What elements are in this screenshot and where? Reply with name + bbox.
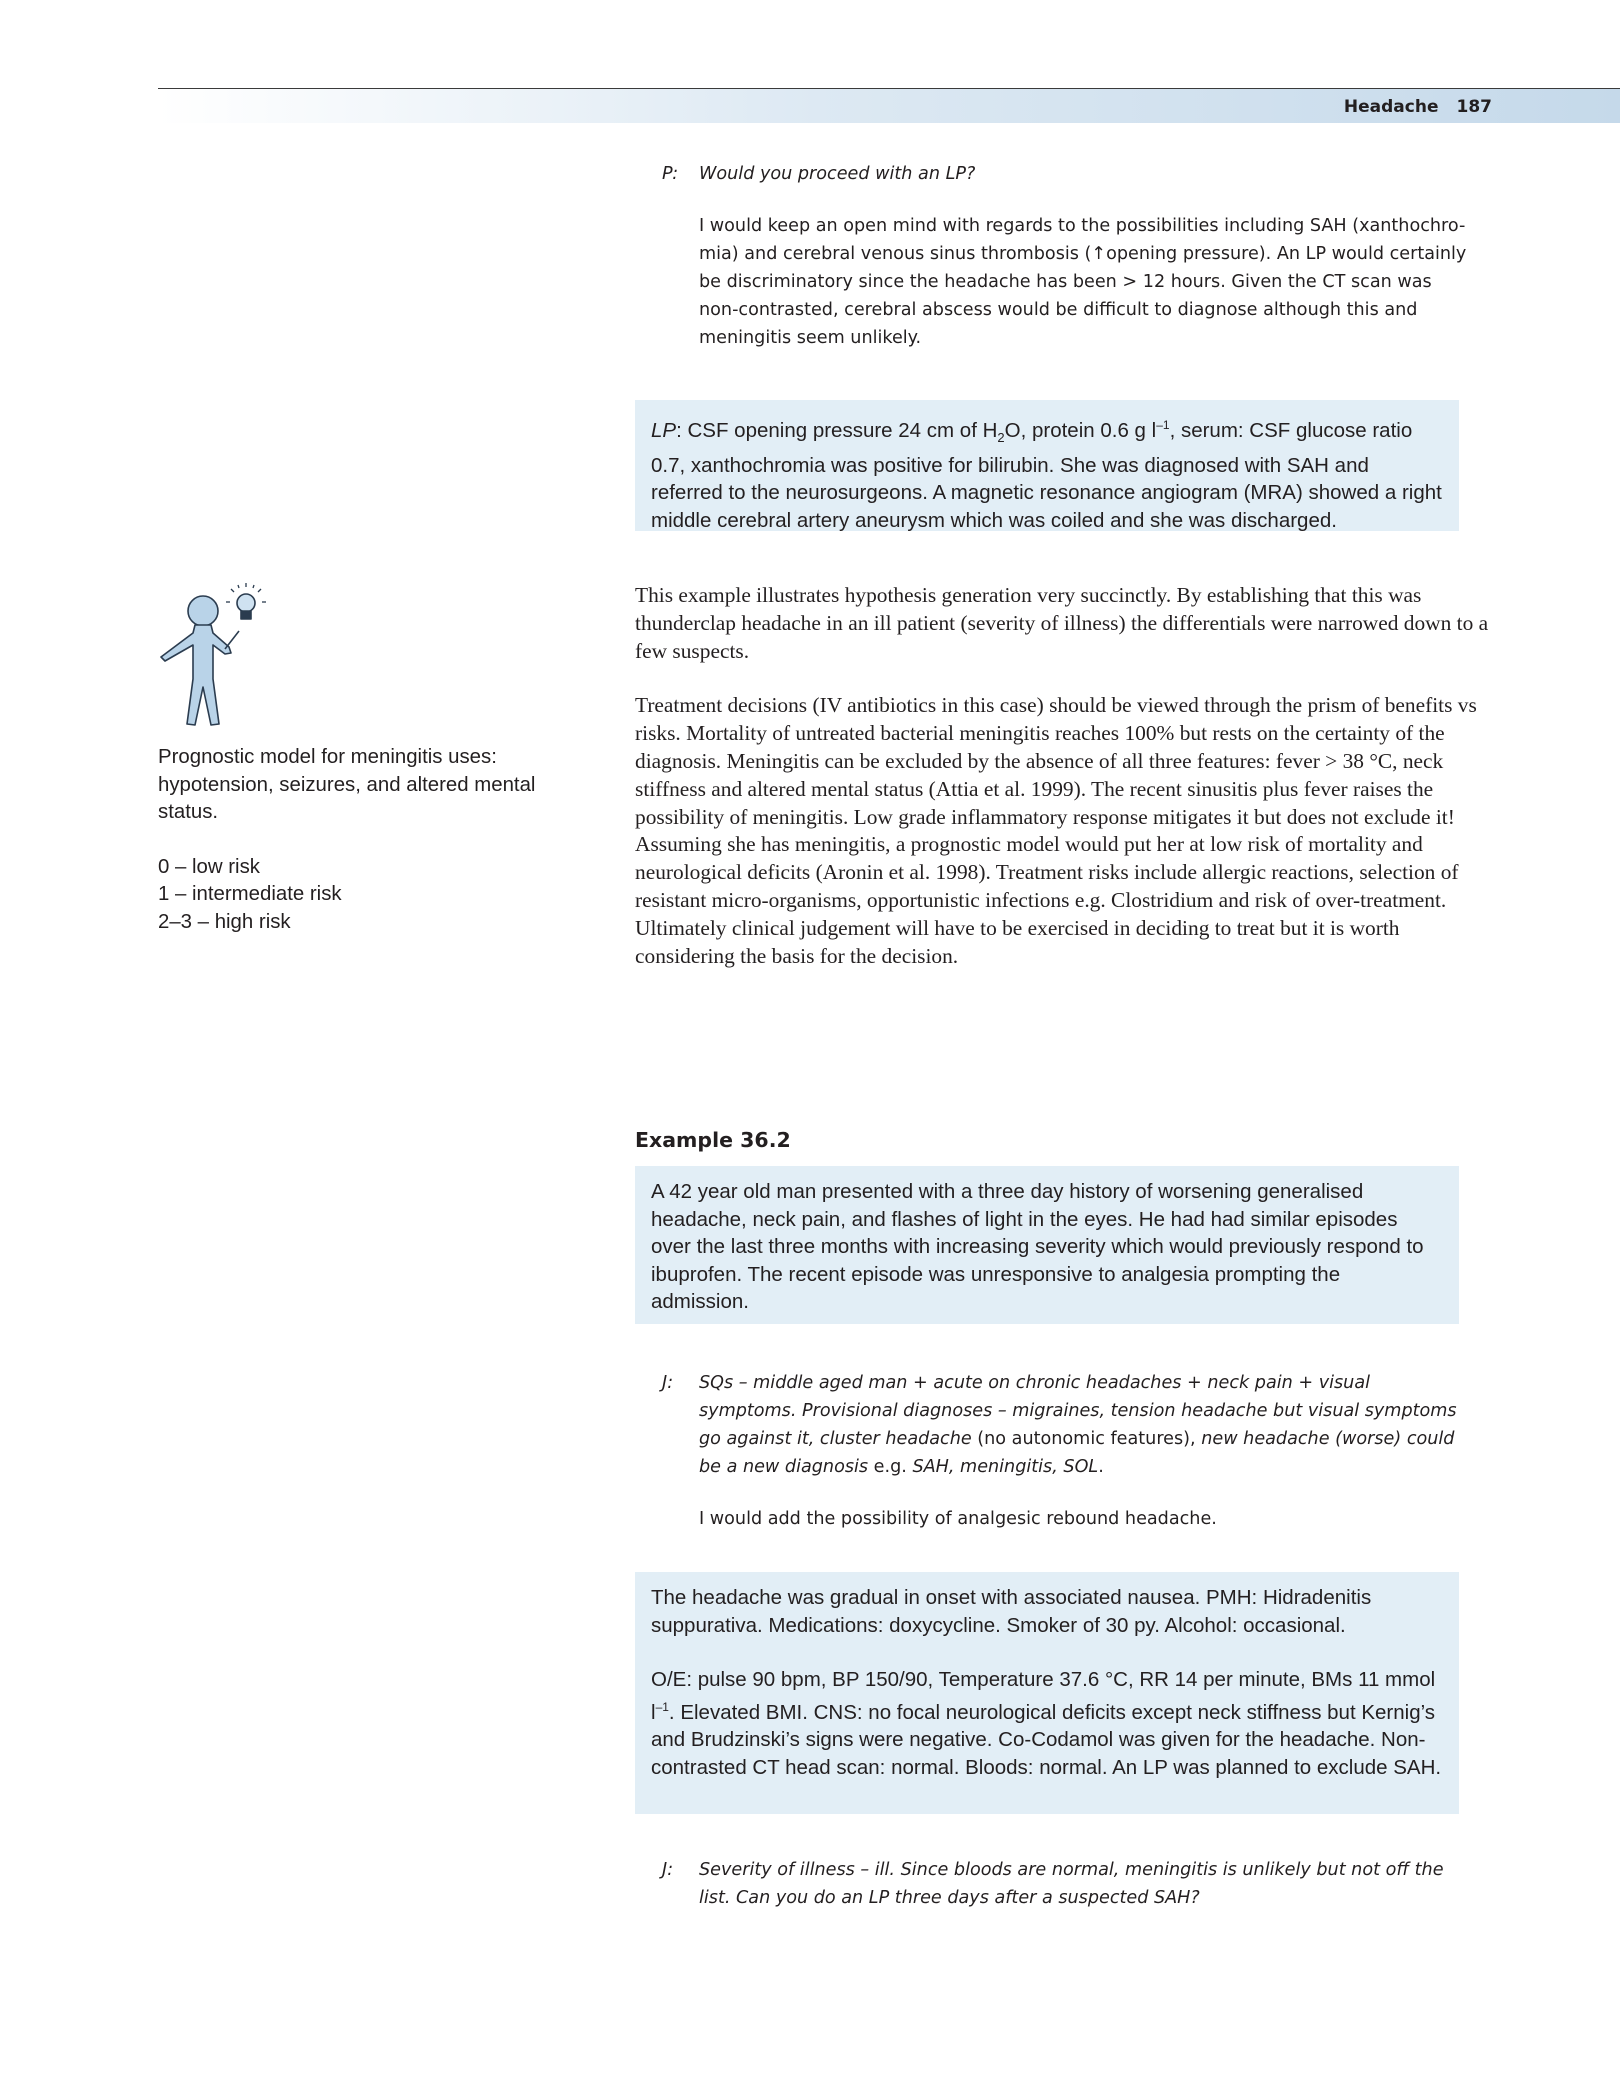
risk-scale-item: 2–3 – high risk	[158, 910, 291, 933]
dialogue-block-2	[662, 1369, 1462, 1533]
dialogue-block-1	[662, 160, 1467, 352]
exam-superscript: –1	[655, 1699, 669, 1714]
example-presentation-box	[635, 1166, 1459, 1324]
answer-text: I would add the possibility of analgesic rebound headache.	[699, 1509, 1217, 1529]
dialogue-roman: e.g.	[868, 1457, 913, 1477]
lp-results-box	[635, 400, 1459, 531]
risk-scale-item: 0 – low risk	[158, 855, 260, 878]
running-head-text	[1344, 97, 1492, 117]
running-header	[158, 88, 1620, 123]
dialogue-italic: SQs – middle aged man + acute on chronic headaches + neck pain + visual symptoms. Provisional diagnoses – migraines, tension headache but visual symptoms go against it, cluster headache	[699, 1373, 1457, 1449]
section-title: Headache	[1343, 97, 1439, 117]
history-exam-box	[635, 1572, 1459, 1814]
page-number: 187	[1456, 97, 1492, 117]
example-heading: Example 36.2	[635, 1128, 791, 1152]
dialogue-italic: new headache (worse) could be a new diagnosis	[699, 1429, 1455, 1477]
margin-note	[158, 744, 578, 937]
body-paragraph: Treatment decisions (IV antibiotics in this case) should be viewed through the prism of benefits vs risks. Mortality of untreated bacterial meningitis reaches 100% but rests on the certainty of the diagnosis. Meningitis can be excluded by the absence of all three features: fever > 38 °C, neck stiffness and altered mental status (Attia et al. 1999). The recent sinusitis plus fever raises the possibility of meningitis. Low grade inflammatory response mitigates it but does not exclude it! Assuming she has meningitis, a prognostic model would put her at low risk of mortality and neurological deficits (Aronin et al. 1998). Treatment risks include allergic reactions, selection of resistant micro-organisms, opportunistic infections e.g. Clostridium and risk of over-treatment. Ultimately clinical judgement will have to be exercised in deciding to treat but it is worth considering the basis for the decision.	[635, 693, 1477, 968]
dialogue-roman: .	[1098, 1457, 1104, 1477]
lp-text-3: , serum: CSF glucose ratio 0.7, xanthochromia was positive for bilirubin. She was diagnosed with SAH and referred to the neurosurgeons. A magnetic resonance angiogram (MRA) showed a right middle cerebral artery aneurysm which was coiled and she was discharged.	[651, 418, 1442, 532]
history-text: The headache was gradual in onset with associated nausea. PMH: Hidradenitis suppurativa. Medications: doxycycline. Smoker of 30 py. Alcohol: occasional.	[651, 1586, 1372, 1637]
margin-note-intro: Prognostic model for meningitis uses: hypotension, seizures, and altered mental status.	[158, 746, 536, 824]
body-text	[635, 582, 1495, 970]
lp-subscript: 2	[997, 429, 1005, 445]
body-paragraph: This example illustrates hypothesis generation very succinctly. By establishing that this was thunderclap headache in an ill patient (severity of illness) the differentials were narrowed down to a few suspects.	[635, 583, 1489, 663]
speaker-label: J:	[662, 1860, 674, 1880]
exam-text	[651, 1666, 1443, 1781]
presentation-text: A 42 year old man presented with a three day history of worsening generalised headache, neck pain, and flashes of light in the eyes. He had had similar episodes over the last three months with increasing severity which would previously respond to ibuprofen. The recent episode was unresponsive to analgesia prompting the admission.	[651, 1180, 1424, 1314]
risk-scale-item: 1 – intermediate risk	[158, 883, 342, 906]
speaker-label: P:	[662, 164, 679, 184]
question-text: Would you proceed with an LP?	[699, 164, 976, 184]
lp-superscript: –1	[1156, 418, 1170, 432]
speaker-label: J:	[662, 1373, 674, 1393]
answer-text: I would keep an open mind with regards to the possibilities including SAH (xanthochro-mia) and cerebral venous sinus thrombosis (↑opening pressure). An LP would certainly be discriminatory since the headache has been > 12 hours. Given the CT scan was non-contrasted, cerebral abscess would be difficult to diagnose although this and meningitis seem unlikely.	[699, 216, 1467, 348]
idea-figure-icon	[155, 583, 270, 728]
exam-text-part: . Elevated BMI. CNS: no focal neurological deficits except neck stiffness but Kernig’s and Brudzinski’s signs were negative. Co-Codamol was given for the headache. Non-contrasted CT head scan: normal. Bloods: normal. An LP was planned to exclude SAH.	[651, 1700, 1442, 1779]
lp-label: LP	[651, 418, 677, 442]
risk-scale-list	[158, 854, 578, 937]
question-text	[699, 1369, 1459, 1481]
question-text: Severity of illness – ill. Since bloods are normal, meningitis is unlikely but not off the list. Can you do an LP three days after a suspected SAH?	[699, 1860, 1444, 1908]
dialogue-roman: (no autonomic features),	[971, 1429, 1202, 1449]
exam-text-part: O/E: pulse 90 bpm, BP 150/90, Temperature 37.6 °C, RR 14 per minute, BMs 11 mmol l	[651, 1668, 1436, 1724]
lp-text-2: O, protein 0.6 g l	[1004, 418, 1157, 442]
lp-text-1: : CSF opening pressure 24 cm of H	[676, 418, 998, 442]
dialogue-italic: SAH, meningitis, SOL	[912, 1457, 1099, 1477]
dialogue-block-3	[662, 1856, 1462, 1912]
